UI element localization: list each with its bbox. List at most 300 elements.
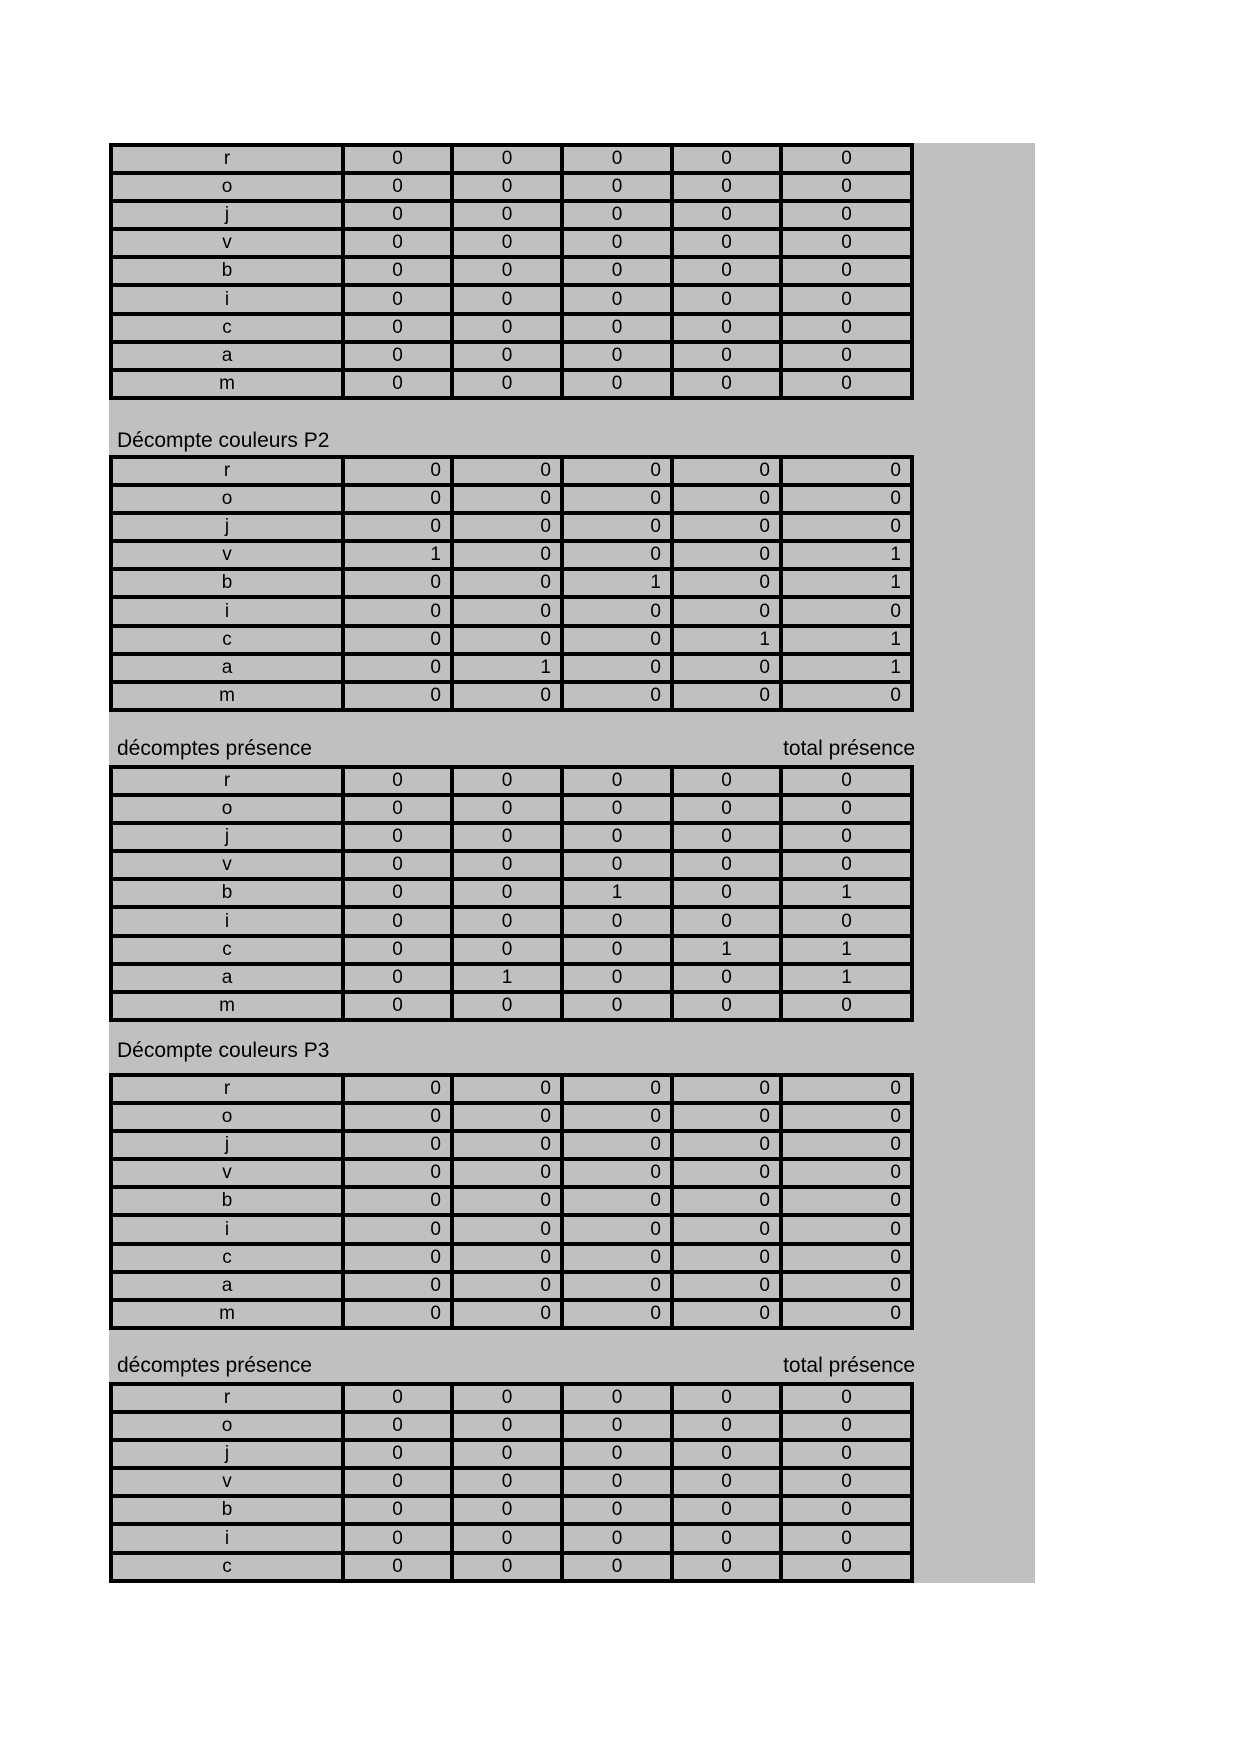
value-cell: 0 bbox=[343, 1440, 452, 1468]
row-label: j bbox=[111, 823, 343, 851]
value-cell: 0 bbox=[781, 597, 912, 625]
value-cell: 0 bbox=[781, 485, 912, 513]
value-cell: 0 bbox=[672, 851, 781, 879]
value-cell: 0 bbox=[781, 1300, 912, 1328]
value-cell: 0 bbox=[562, 1300, 672, 1328]
table-row bbox=[111, 569, 912, 597]
value-cell: 0 bbox=[452, 1159, 562, 1187]
value-cell: 0 bbox=[343, 1131, 452, 1159]
row-label: b bbox=[111, 879, 343, 907]
value-cell: 0 bbox=[672, 285, 781, 313]
value-cell: 0 bbox=[781, 1159, 912, 1187]
table-row bbox=[111, 1215, 912, 1243]
value-cell: 0 bbox=[452, 682, 562, 710]
value-cell: 0 bbox=[452, 597, 562, 625]
value-cell: 0 bbox=[343, 314, 452, 342]
table-row bbox=[111, 654, 912, 682]
row-label: a bbox=[111, 964, 343, 992]
row-label: m bbox=[111, 370, 343, 398]
value-cell: 0 bbox=[343, 823, 452, 851]
value-cell: 0 bbox=[672, 370, 781, 398]
table-row bbox=[111, 201, 912, 229]
value-cell: 0 bbox=[562, 485, 672, 513]
row-label: a bbox=[111, 342, 343, 370]
value-cell: 0 bbox=[452, 201, 562, 229]
value-cell: 0 bbox=[562, 682, 672, 710]
value-cell: 0 bbox=[781, 1215, 912, 1243]
value-cell: 0 bbox=[452, 1131, 562, 1159]
value-cell: 0 bbox=[562, 1384, 672, 1412]
value-cell: 0 bbox=[672, 654, 781, 682]
value-cell: 0 bbox=[452, 992, 562, 1020]
table-row bbox=[111, 314, 912, 342]
value-cell: 0 bbox=[562, 992, 672, 1020]
row-label: i bbox=[111, 285, 343, 313]
row-label: v bbox=[111, 229, 343, 257]
value-cell: 0 bbox=[343, 1159, 452, 1187]
value-cell: 0 bbox=[562, 823, 672, 851]
value-cell: 1 bbox=[562, 569, 672, 597]
value-cell: 0 bbox=[452, 1384, 562, 1412]
value-cell: 0 bbox=[452, 229, 562, 257]
value-cell: 0 bbox=[562, 370, 672, 398]
value-cell: 0 bbox=[452, 1103, 562, 1131]
table-row bbox=[111, 1440, 912, 1468]
value-cell: 0 bbox=[672, 569, 781, 597]
value-cell: 0 bbox=[452, 513, 562, 541]
value-cell: 0 bbox=[452, 1244, 562, 1272]
value-cell: 0 bbox=[452, 342, 562, 370]
value-cell: 0 bbox=[781, 513, 912, 541]
value-cell: 0 bbox=[672, 1187, 781, 1215]
table-row bbox=[111, 485, 912, 513]
table-row bbox=[111, 1384, 912, 1412]
table-decomptes-presence-p2 bbox=[109, 765, 914, 1022]
value-cell: 0 bbox=[672, 513, 781, 541]
value-cell: 0 bbox=[672, 1103, 781, 1131]
value-cell: 0 bbox=[672, 1272, 781, 1300]
row-label: r bbox=[111, 1075, 343, 1103]
value-cell: 0 bbox=[343, 342, 452, 370]
table-row bbox=[111, 626, 912, 654]
value-cell: 0 bbox=[343, 795, 452, 823]
section-title-decomptes-presence: décomptes présence bbox=[117, 737, 312, 760]
value-cell: 0 bbox=[343, 1524, 452, 1552]
value-cell: 0 bbox=[562, 541, 672, 569]
value-cell: 0 bbox=[781, 370, 912, 398]
value-cell: 1 bbox=[781, 964, 912, 992]
value-cell: 0 bbox=[562, 285, 672, 313]
value-cell: 0 bbox=[672, 964, 781, 992]
value-cell: 0 bbox=[343, 936, 452, 964]
value-cell: 0 bbox=[343, 1384, 452, 1412]
value-cell: 0 bbox=[562, 1075, 672, 1103]
value-cell: 0 bbox=[672, 1440, 781, 1468]
value-cell: 1 bbox=[781, 936, 912, 964]
row-label: o bbox=[111, 485, 343, 513]
section-title-decompte-couleurs-p2: Décompte couleurs P2 bbox=[117, 429, 330, 452]
value-cell: 0 bbox=[672, 1215, 781, 1243]
value-cell: 0 bbox=[562, 795, 672, 823]
value-cell: 0 bbox=[562, 626, 672, 654]
table-row bbox=[111, 936, 912, 964]
value-cell: 0 bbox=[781, 1272, 912, 1300]
value-cell: 0 bbox=[672, 201, 781, 229]
value-cell: 0 bbox=[343, 1215, 452, 1243]
table-row bbox=[111, 1131, 912, 1159]
value-cell: 0 bbox=[562, 257, 672, 285]
value-cell: 0 bbox=[343, 257, 452, 285]
section-label-row bbox=[109, 1354, 915, 1378]
value-cell: 0 bbox=[343, 229, 452, 257]
value-cell: 0 bbox=[781, 1524, 912, 1552]
table-row bbox=[111, 173, 912, 201]
value-cell: 0 bbox=[781, 1553, 912, 1581]
row-label: i bbox=[111, 597, 343, 625]
row-label: v bbox=[111, 1159, 343, 1187]
value-cell: 0 bbox=[562, 597, 672, 625]
value-cell: 0 bbox=[781, 907, 912, 935]
value-cell: 0 bbox=[452, 1468, 562, 1496]
value-cell: 1 bbox=[781, 541, 912, 569]
value-cell: 0 bbox=[452, 314, 562, 342]
value-cell: 0 bbox=[672, 795, 781, 823]
row-label: j bbox=[111, 513, 343, 541]
row-label: a bbox=[111, 1272, 343, 1300]
row-label: o bbox=[111, 173, 343, 201]
value-cell: 0 bbox=[672, 597, 781, 625]
table-row bbox=[111, 145, 912, 173]
value-cell: 1 bbox=[562, 879, 672, 907]
value-cell: 0 bbox=[672, 173, 781, 201]
value-cell: 0 bbox=[781, 1075, 912, 1103]
table-row bbox=[111, 767, 912, 795]
value-cell: 0 bbox=[452, 257, 562, 285]
value-cell: 0 bbox=[781, 173, 912, 201]
value-cell: 0 bbox=[781, 285, 912, 313]
row-label: b bbox=[111, 257, 343, 285]
row-label: b bbox=[111, 569, 343, 597]
value-cell: 0 bbox=[452, 285, 562, 313]
row-label: o bbox=[111, 1412, 343, 1440]
value-cell: 0 bbox=[343, 1412, 452, 1440]
value-cell: 0 bbox=[672, 907, 781, 935]
table-row bbox=[111, 907, 912, 935]
row-label: v bbox=[111, 1468, 343, 1496]
value-cell: 0 bbox=[452, 823, 562, 851]
value-cell: 0 bbox=[562, 767, 672, 795]
section-title-decomptes-presence: décomptes présence bbox=[117, 1354, 312, 1377]
row-label: o bbox=[111, 795, 343, 823]
value-cell: 0 bbox=[343, 1187, 452, 1215]
value-cell: 0 bbox=[343, 682, 452, 710]
value-cell: 0 bbox=[343, 992, 452, 1020]
value-cell: 0 bbox=[672, 342, 781, 370]
value-cell: 0 bbox=[562, 1272, 672, 1300]
table-row bbox=[111, 229, 912, 257]
value-cell: 0 bbox=[672, 1524, 781, 1552]
value-cell: 0 bbox=[452, 541, 562, 569]
value-cell: 0 bbox=[672, 145, 781, 173]
row-label: o bbox=[111, 1103, 343, 1131]
value-cell: 0 bbox=[562, 201, 672, 229]
value-cell: 0 bbox=[672, 1300, 781, 1328]
value-cell: 1 bbox=[781, 879, 912, 907]
value-cell: 0 bbox=[672, 879, 781, 907]
row-label: c bbox=[111, 936, 343, 964]
value-cell: 1 bbox=[781, 654, 912, 682]
value-cell: 1 bbox=[343, 541, 452, 569]
value-cell: 0 bbox=[781, 145, 912, 173]
section-title-total-presence: total présence bbox=[783, 737, 915, 760]
value-cell: 0 bbox=[452, 1300, 562, 1328]
row-label: v bbox=[111, 541, 343, 569]
row-label: i bbox=[111, 1215, 343, 1243]
value-cell: 0 bbox=[343, 201, 452, 229]
value-cell: 0 bbox=[562, 907, 672, 935]
value-cell: 0 bbox=[343, 1075, 452, 1103]
section-title-total-presence: total présence bbox=[783, 1354, 915, 1377]
value-cell: 1 bbox=[672, 936, 781, 964]
table-row bbox=[111, 597, 912, 625]
sheet-area bbox=[109, 143, 1035, 1583]
row-label: m bbox=[111, 992, 343, 1020]
value-cell: 0 bbox=[781, 992, 912, 1020]
row-label: i bbox=[111, 907, 343, 935]
row-label: b bbox=[111, 1187, 343, 1215]
value-cell: 0 bbox=[672, 1159, 781, 1187]
value-cell: 0 bbox=[562, 936, 672, 964]
value-cell: 0 bbox=[672, 992, 781, 1020]
section-label-row bbox=[109, 1039, 915, 1063]
value-cell: 0 bbox=[343, 1103, 452, 1131]
value-cell: 0 bbox=[343, 907, 452, 935]
value-cell: 0 bbox=[452, 485, 562, 513]
value-cell: 0 bbox=[781, 795, 912, 823]
value-cell: 0 bbox=[672, 541, 781, 569]
value-cell: 0 bbox=[562, 513, 672, 541]
table-row bbox=[111, 1300, 912, 1328]
value-cell: 0 bbox=[343, 1553, 452, 1581]
value-cell: 0 bbox=[672, 1553, 781, 1581]
value-cell: 0 bbox=[452, 851, 562, 879]
value-cell: 0 bbox=[452, 1272, 562, 1300]
value-cell: 0 bbox=[562, 1215, 672, 1243]
table-row bbox=[111, 513, 912, 541]
row-label: m bbox=[111, 1300, 343, 1328]
value-cell: 0 bbox=[781, 823, 912, 851]
value-cell: 0 bbox=[343, 1468, 452, 1496]
value-cell: 0 bbox=[562, 173, 672, 201]
row-label: r bbox=[111, 457, 343, 485]
section-label-row bbox=[109, 737, 915, 761]
value-cell: 0 bbox=[343, 370, 452, 398]
table-row bbox=[111, 342, 912, 370]
value-cell: 0 bbox=[781, 1187, 912, 1215]
value-cell: 0 bbox=[452, 879, 562, 907]
value-cell: 0 bbox=[452, 569, 562, 597]
value-cell: 0 bbox=[781, 1103, 912, 1131]
value-cell: 0 bbox=[343, 173, 452, 201]
value-cell: 0 bbox=[452, 1496, 562, 1524]
row-label: r bbox=[111, 767, 343, 795]
section-label-row bbox=[109, 429, 915, 453]
table-row bbox=[111, 1103, 912, 1131]
table-row bbox=[111, 285, 912, 313]
value-cell: 0 bbox=[781, 682, 912, 710]
value-cell: 0 bbox=[781, 342, 912, 370]
value-cell: 0 bbox=[781, 1244, 912, 1272]
table-row bbox=[111, 992, 912, 1020]
row-label: m bbox=[111, 682, 343, 710]
table-row bbox=[111, 682, 912, 710]
value-cell: 0 bbox=[343, 513, 452, 541]
value-cell: 0 bbox=[562, 1159, 672, 1187]
value-cell: 0 bbox=[781, 314, 912, 342]
row-label: j bbox=[111, 1440, 343, 1468]
table-row bbox=[111, 1412, 912, 1440]
value-cell: 1 bbox=[672, 626, 781, 654]
value-cell: 0 bbox=[672, 1075, 781, 1103]
value-cell: 0 bbox=[452, 1440, 562, 1468]
value-cell: 0 bbox=[562, 145, 672, 173]
value-cell: 0 bbox=[343, 1300, 452, 1328]
value-cell: 0 bbox=[781, 1384, 912, 1412]
value-cell: 0 bbox=[343, 1272, 452, 1300]
value-cell: 0 bbox=[343, 457, 452, 485]
value-cell: 0 bbox=[781, 1412, 912, 1440]
row-label: v bbox=[111, 851, 343, 879]
value-cell: 0 bbox=[452, 145, 562, 173]
table-decompte-couleurs-p2 bbox=[109, 455, 914, 712]
value-cell: 0 bbox=[452, 1553, 562, 1581]
table-row bbox=[111, 795, 912, 823]
value-cell: 0 bbox=[343, 851, 452, 879]
value-cell: 0 bbox=[672, 1131, 781, 1159]
value-cell: 0 bbox=[781, 1468, 912, 1496]
value-cell: 0 bbox=[452, 626, 562, 654]
value-cell: 0 bbox=[343, 654, 452, 682]
table-counts-top bbox=[109, 143, 914, 400]
value-cell: 0 bbox=[562, 851, 672, 879]
table-row bbox=[111, 457, 912, 485]
value-cell: 0 bbox=[672, 767, 781, 795]
value-cell: 0 bbox=[781, 229, 912, 257]
table-row bbox=[111, 1496, 912, 1524]
value-cell: 0 bbox=[452, 1187, 562, 1215]
value-cell: 0 bbox=[343, 485, 452, 513]
value-cell: 0 bbox=[343, 879, 452, 907]
value-cell: 0 bbox=[343, 569, 452, 597]
value-cell: 0 bbox=[672, 314, 781, 342]
table-row bbox=[111, 1524, 912, 1552]
table-row bbox=[111, 1553, 912, 1581]
table-row bbox=[111, 964, 912, 992]
table-decomptes-presence-p3 bbox=[109, 1382, 914, 1583]
value-cell: 0 bbox=[562, 314, 672, 342]
value-cell: 0 bbox=[672, 1384, 781, 1412]
value-cell: 0 bbox=[672, 257, 781, 285]
row-label: c bbox=[111, 314, 343, 342]
row-label: j bbox=[111, 201, 343, 229]
value-cell: 0 bbox=[343, 285, 452, 313]
table-decompte-couleurs-p3 bbox=[109, 1073, 914, 1330]
value-cell: 0 bbox=[562, 654, 672, 682]
table-row bbox=[111, 1244, 912, 1272]
value-cell: 0 bbox=[452, 907, 562, 935]
value-cell: 0 bbox=[562, 1468, 672, 1496]
value-cell: 0 bbox=[343, 597, 452, 625]
table-row bbox=[111, 879, 912, 907]
value-cell: 0 bbox=[562, 964, 672, 992]
value-cell: 0 bbox=[452, 1412, 562, 1440]
value-cell: 0 bbox=[781, 257, 912, 285]
value-cell: 0 bbox=[343, 1496, 452, 1524]
value-cell: 0 bbox=[452, 1075, 562, 1103]
value-cell: 0 bbox=[562, 1103, 672, 1131]
row-label: c bbox=[111, 1244, 343, 1272]
value-cell: 0 bbox=[562, 229, 672, 257]
value-cell: 1 bbox=[452, 964, 562, 992]
value-cell: 0 bbox=[781, 851, 912, 879]
value-cell: 0 bbox=[562, 1244, 672, 1272]
value-cell: 0 bbox=[672, 682, 781, 710]
value-cell: 0 bbox=[343, 767, 452, 795]
value-cell: 0 bbox=[781, 457, 912, 485]
value-cell: 0 bbox=[672, 1496, 781, 1524]
row-label: i bbox=[111, 1524, 343, 1552]
value-cell: 0 bbox=[452, 173, 562, 201]
row-label: r bbox=[111, 145, 343, 173]
value-cell: 0 bbox=[452, 1215, 562, 1243]
row-label: j bbox=[111, 1131, 343, 1159]
value-cell: 0 bbox=[672, 485, 781, 513]
value-cell: 0 bbox=[781, 767, 912, 795]
value-cell: 0 bbox=[452, 1524, 562, 1552]
value-cell: 0 bbox=[672, 823, 781, 851]
value-cell: 1 bbox=[781, 569, 912, 597]
value-cell: 0 bbox=[672, 1468, 781, 1496]
value-cell: 0 bbox=[672, 229, 781, 257]
table-row bbox=[111, 1075, 912, 1103]
table-row bbox=[111, 1272, 912, 1300]
value-cell: 0 bbox=[452, 936, 562, 964]
value-cell: 1 bbox=[452, 654, 562, 682]
value-cell: 0 bbox=[562, 1412, 672, 1440]
value-cell: 0 bbox=[562, 1496, 672, 1524]
value-cell: 0 bbox=[672, 1412, 781, 1440]
table-row bbox=[111, 823, 912, 851]
value-cell: 0 bbox=[672, 1244, 781, 1272]
table-row bbox=[111, 257, 912, 285]
value-cell: 0 bbox=[562, 457, 672, 485]
table-row bbox=[111, 370, 912, 398]
table-row bbox=[111, 1187, 912, 1215]
value-cell: 0 bbox=[452, 795, 562, 823]
table-row bbox=[111, 851, 912, 879]
table-row bbox=[111, 541, 912, 569]
value-cell: 0 bbox=[781, 201, 912, 229]
row-label: c bbox=[111, 626, 343, 654]
value-cell: 0 bbox=[562, 1131, 672, 1159]
value-cell: 0 bbox=[781, 1440, 912, 1468]
value-cell: 1 bbox=[781, 626, 912, 654]
value-cell: 0 bbox=[343, 145, 452, 173]
value-cell: 0 bbox=[562, 1440, 672, 1468]
value-cell: 0 bbox=[781, 1131, 912, 1159]
value-cell: 0 bbox=[562, 342, 672, 370]
value-cell: 0 bbox=[452, 370, 562, 398]
